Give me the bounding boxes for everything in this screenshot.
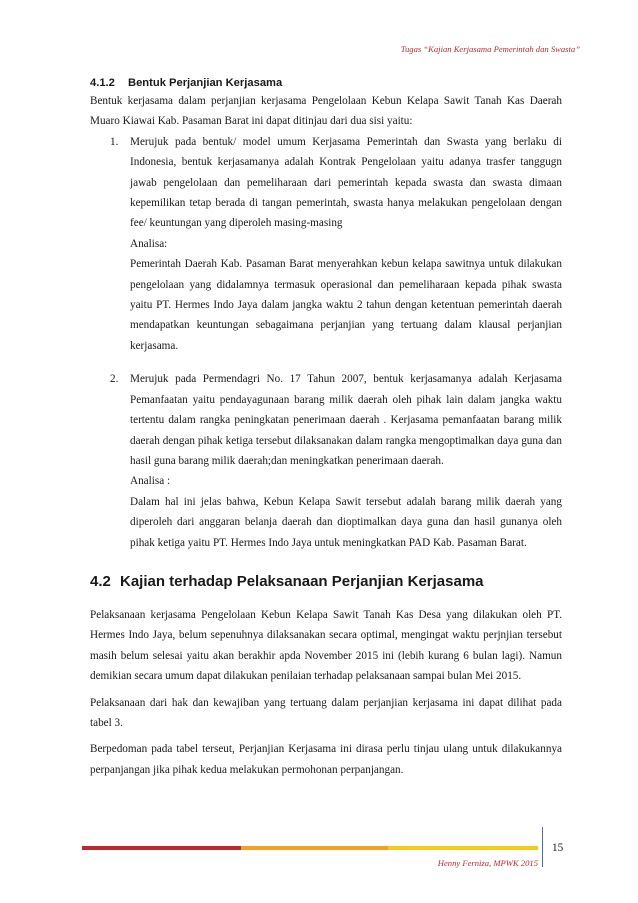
page-number: 15 (552, 842, 564, 854)
page-content (90, 76, 562, 786)
footer-bar-yellow (388, 846, 538, 850)
analysis-text: Dalam hal ini jelas bahwa, Kebun Kelapa Sawit tersebut adalah barang milik daerah yang diperoleh dari anggaran belanja daerah dan dioptimalkan daya guna dan hasil gunanya oleh pihak ketiga yaitu PT. Hermes Indo Jaya untuk meningkatkan PAD Kab. Pasaman Barat. (130, 495, 562, 549)
footer-bar-orange (241, 846, 388, 850)
body-paragraph: Pelaksanaan kerjasama Pengelolaan Kebun Kelapa Sawit Tanah Kas Desa yang dilakukan oleh PT. Hermes Indo Jaya, belum sepenuhnya dilaksanakan secara optimal, mengingat waktu perjnjian tersebut masih belum selesai yaitu akan berakhir apda November 2015 ini (lebih kurang 6 bulan lagi). Namun demikian secara umum dapat dilakukan penilaian terhadap pelaksanaan sampai bulan Mei 2015. (90, 608, 562, 683)
list-item-text: Merujuk pada Permendagri No. 17 Tahun 2007, bentuk kerjasamanya adalah Kerjasama Pemanfaatan yaitu pendayagunaan barang milik daerah oleh pihak lain dalam jangka waktu tertentu dalam rangka peningkatan penerimaan daerah . Kerjasama pemanfaatan barang milik daerah dengan pihak ketiga tersebut dilaksanakan dalam rangka mengoptimalkan daya guna dan hasil guna barang milik daerah;dan meningkatkan penerimaan daerah. (130, 373, 562, 467)
footer-author: Henny Ferniza, MPWK 2015 (437, 858, 538, 868)
body-paragraph: Pelaksanaan dari hak dan kewajiban yang tertuang dalam perjanjian kerjasama ini dapat dilihat pada tabel 3. (90, 696, 562, 729)
analysis-label: Analisa: (130, 237, 168, 250)
body-paragraph: Berpedoman pada tabel terseut, Perjanjian Kerjasama ini dirasa perlu tinjau ulang untuk dilakukannya perpanjangan jika pihak kedua melakukan permohonan perpanjangan. (90, 743, 562, 776)
footer-divider (542, 827, 543, 867)
section-title: Kajian terhadap Pelaksanaan Perjanjian Kerjasama (120, 572, 484, 590)
list-item (90, 369, 562, 553)
subsection-heading (90, 76, 562, 90)
list-item (90, 132, 562, 356)
footer-bar-red (82, 846, 241, 850)
list-marker: 1. (110, 135, 119, 148)
analysis-text: Pemerintah Daerah Kab. Pasaman Barat menyerahkan kebun kelapa sawitnya untuk dilakukan pengelolaan yang didalamnya termasuk operasional dan pemeliharaan kepada pihak swasta yaitu PT. Hermes Indo Jaya dalam jangka waktu 2 tahun dengan ketentuan pemerintah daerah mendapatkan keuntungan sebagaimana perjanjian yang tertuang dalam klausal perjanjian kerjasama. (130, 258, 562, 352)
analysis-label: Analisa : (130, 475, 171, 488)
intro-paragraph: Bentuk kerjasama dalam perjanjian kerjasama Pengelolaan Kebun Kelapa Sawit Tanah Kas Daerah Muaro Kiawai Kab. Pasaman Barat ini dapat ditinjau dari dua sisi yaitu: (90, 95, 562, 128)
header-title: Tugas “Kajian Kerjasama Pemerintah dan Swasta” (400, 44, 580, 54)
subsection-title: Bentuk Perjanjian Kerjasama (128, 77, 283, 89)
section-heading (90, 572, 562, 592)
subsection-number: 4.1.2 (90, 77, 115, 89)
form-list (90, 132, 562, 553)
list-item-text: Merujuk pada bentuk/ model umum Kerjasama Pemerintah dan Swasta yang berlaku di Indonesia, bentuk kerjasamanya adalah Kontrak Pengelolaan yaitu adanya trasfer tanggugn jawab pengelolaan dan pemeliharaan dari pemerintah kepada swasta dan swasta dimaan kepemilikan tetap berada di tangan pemerintah, swasta hanya melakukan pengelolaan dengan fee/ keuntungan yang diperoleh masing-masing (130, 135, 562, 230)
section-number: 4.2 (90, 572, 111, 590)
list-marker: 2. (110, 373, 119, 386)
